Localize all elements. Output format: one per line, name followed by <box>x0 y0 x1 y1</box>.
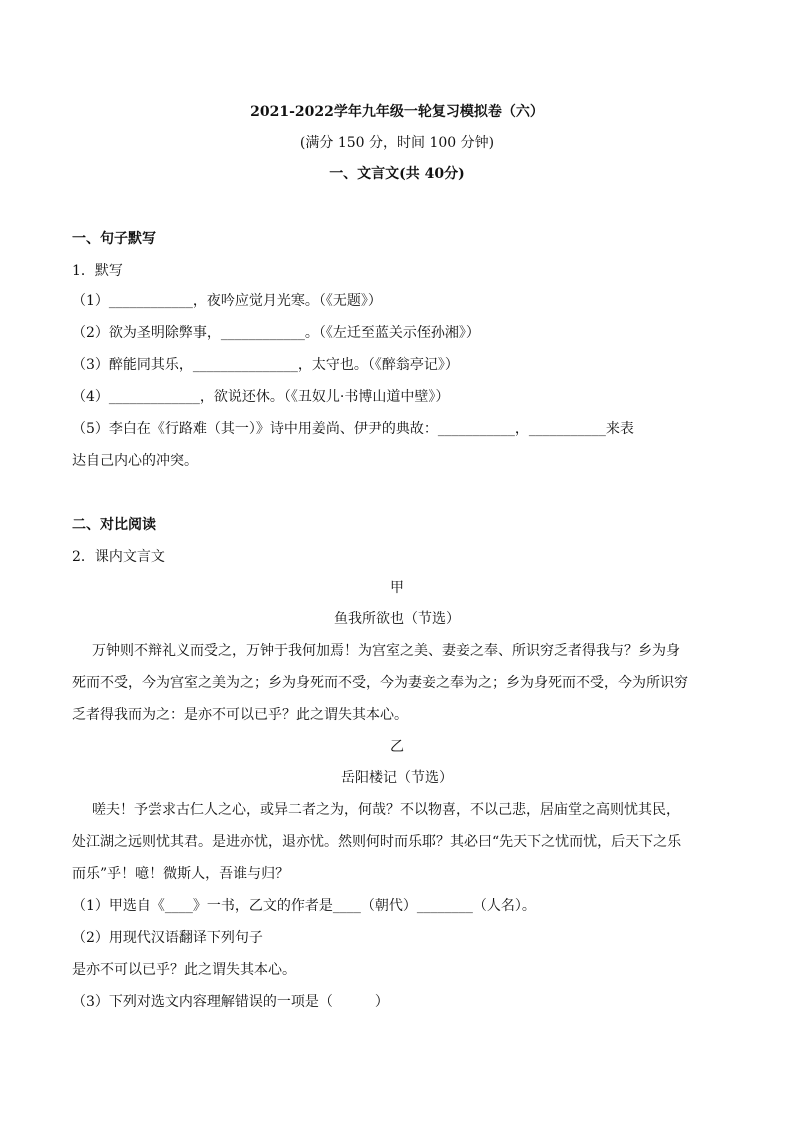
section-heading-comparison: 二、对比阅读 <box>72 517 156 533</box>
question-2-sub-2-sentence: 是亦不可以已乎？此之谓失其本心。 <box>72 962 296 978</box>
passage-b-line-2: 处江湖之远则忧其君。是进亦忧，退亦忧。然则何时而乐耶？其必曰“先天下之忧而忧，后天下之乐 <box>72 834 682 850</box>
question-1-item-5: （5）李白在《行路难（其一）》诗中用姜尚、伊尹的典故：___________，___________来表 <box>72 421 634 437</box>
exam-title: 2021-2022学年九年级一轮复习模拟卷（六） <box>250 104 544 120</box>
question-1-item-3: （3）醉能同其乐，_______________，太守也。（《醉翁亭记》） <box>72 357 459 373</box>
question-2-sub-2: （2）用现代汉语翻译下列句子 <box>72 930 263 946</box>
exam-subtitle: (满分 150 分，时间 100 分钟) <box>299 135 495 151</box>
question-2-label: 2．课内文言文 <box>72 549 165 565</box>
question-2-sub-3: （3）下列对选文内容理解错误的一项是（ ） <box>72 994 389 1010</box>
question-1-item-5-cont: 达自己内心的冲突。 <box>72 453 198 469</box>
part-title: 一、文言文(共 40分) <box>329 166 465 182</box>
section-heading-dictation: 一、句子默写 <box>72 231 156 247</box>
passage-b-line-3: 而乐”乎！噫！微斯人，吾谁与归？ <box>72 866 290 882</box>
passage-b-label: 乙 <box>390 739 404 755</box>
passage-a-label: 甲 <box>390 580 404 596</box>
question-2-sub-1: （1）甲选自《____》一书，乙文的作者是____（朝代）________（人名）。 <box>72 898 536 914</box>
question-1-label: 1．默写 <box>72 263 123 279</box>
passage-b-title: 岳阳楼记（节选） <box>341 770 453 786</box>
passage-a-line-2: 死而不受，今为宫室之美为之；乡为身死而不受，今为妻妾之奉为之；乡为身死而不受，今为所识穷 <box>72 675 688 691</box>
passage-a-line-1: 万钟则不辩礼义而受之，万钟于我何加焉！为宫室之美、妻妾之奉、所识穷乏者得我与？乡为身 <box>92 643 680 659</box>
question-1-item-2: （2）欲为圣明除弊事，____________。（《左迁至蓝关示侄孙湘》） <box>72 325 480 341</box>
question-1-item-1: （1）____________，夜吟应觉月光寒。（《无题》） <box>72 293 382 309</box>
question-1-item-4: （4）_____________，欲说还休。（《丑奴儿·书博山道中壁》） <box>72 389 450 405</box>
passage-a-line-3: 乏者得我而为之：是亦不可以已乎？此之谓失其本心。 <box>72 707 408 723</box>
passage-a-title: 鱼我所欲也（节选） <box>334 611 460 627</box>
passage-b-line-1: 嗟夫！予尝求古仁人之心，或异二者之为，何哉？不以物喜，不以己悲，居庙堂之高则忧其民， <box>92 802 680 818</box>
